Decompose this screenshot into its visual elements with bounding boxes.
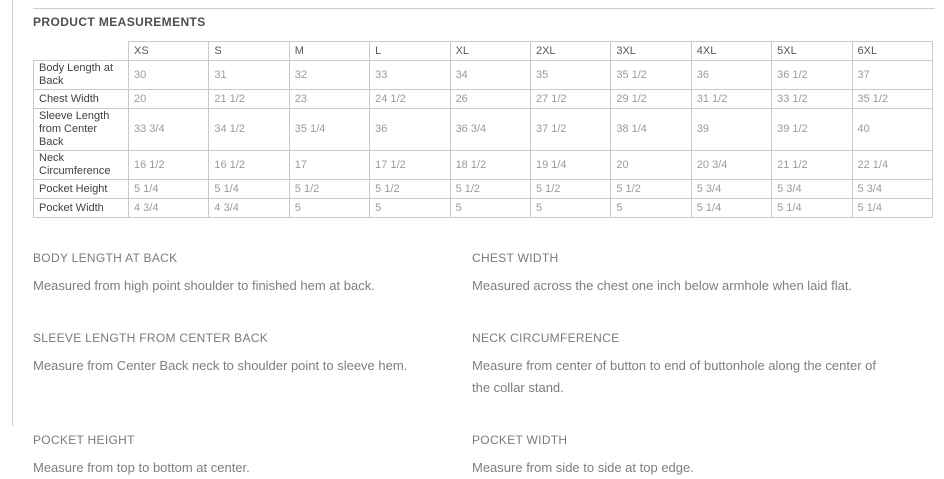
size-header: 2XL [530, 42, 610, 61]
definition-pocket-height [33, 433, 472, 479]
definition-description: Measured across the chest one inch below armhole when laid flat. [472, 278, 853, 293]
measurement-value: 33 3/4 [129, 109, 209, 151]
definition-chest-width [472, 251, 935, 297]
measurement-label: Body Length at Back [34, 61, 129, 90]
measurement-value: 5 1/2 [611, 180, 691, 199]
measurement-value: 5 1/4 [209, 180, 289, 199]
measurement-value: 37 [852, 61, 932, 90]
measurement-value: 5 1/4 [772, 199, 852, 218]
measurement-value: 5 1/4 [129, 180, 209, 199]
definition-neck-circumference [472, 331, 935, 399]
measurement-value: 5 3/4 [772, 180, 852, 199]
measurement-value: 4 3/4 [209, 199, 289, 218]
measurement-value: 5 3/4 [852, 180, 932, 199]
definition-description: Measured from high point shoulder to finished hem at back. [33, 278, 375, 293]
measurement-value: 35 1/2 [852, 90, 932, 109]
measurement-value: 20 3/4 [691, 151, 771, 180]
measurement-value: 34 1/2 [209, 109, 289, 151]
measurement-value: 16 1/2 [129, 151, 209, 180]
definition-heading: SLEEVE LENGTH FROM CENTER BACK [33, 331, 269, 345]
measurement-value: 30 [129, 61, 209, 90]
measurement-value: 5 3/4 [691, 180, 771, 199]
measurement-value: 4 3/4 [129, 199, 209, 218]
measurement-value: 39 [691, 109, 771, 151]
measurement-value: 5 [289, 199, 369, 218]
measurement-value: 26 [450, 90, 530, 109]
size-header-row [34, 42, 933, 61]
measurement-value: 17 1/2 [370, 151, 450, 180]
definition-description: Measure from side to side at top edge. [472, 460, 694, 475]
measurement-value: 40 [852, 109, 932, 151]
measurement-label: Pocket Width [34, 199, 129, 218]
measurement-value: 32 [289, 61, 369, 90]
size-header: 5XL [772, 42, 852, 61]
definition-description: Measure from Center Back neck to shoulder point to sleeve hem. [33, 358, 408, 373]
measurement-value: 39 1/2 [772, 109, 852, 151]
definition-sleeve-length [33, 331, 472, 399]
product-measurements-section [33, 0, 935, 479]
measurement-value: 5 [530, 199, 610, 218]
table-row [34, 61, 933, 90]
measurement-label: Sleeve Length from Center Back [34, 109, 129, 151]
measurement-value: 19 1/4 [530, 151, 610, 180]
section-top-divider [33, 8, 935, 9]
measurement-value: 33 [370, 61, 450, 90]
measurement-value: 31 1/2 [691, 90, 771, 109]
measurement-value: 5 [370, 199, 450, 218]
measurement-value: 5 1/2 [289, 180, 369, 199]
definition-heading: POCKET HEIGHT [33, 433, 135, 447]
size-header: 4XL [691, 42, 771, 61]
measurement-value: 35 1/2 [611, 61, 691, 90]
definition-pocket-width [472, 433, 935, 479]
definition-description: Measure from top to bottom at center. [33, 460, 250, 475]
table-row [34, 151, 933, 180]
measurement-value: 5 [611, 199, 691, 218]
definition-heading: POCKET WIDTH [472, 433, 568, 447]
corner-cell [34, 42, 129, 61]
measurement-value: 16 1/2 [209, 151, 289, 180]
measurement-value: 27 1/2 [530, 90, 610, 109]
definition-description: Measure from center of button to end of buttonhole along the center of the collar stand. [472, 358, 876, 395]
table-row [34, 109, 933, 151]
measurement-label: Chest Width [34, 90, 129, 109]
measurement-value: 5 1/4 [691, 199, 771, 218]
measurement-value: 17 [289, 151, 369, 180]
definition-heading: CHEST WIDTH [472, 251, 559, 265]
measurement-label: Neck Circumference [34, 151, 129, 180]
size-header: XL [450, 42, 530, 61]
measurement-value: 21 1/2 [209, 90, 289, 109]
measurement-value: 23 [289, 90, 369, 109]
measurement-value: 36 3/4 [450, 109, 530, 151]
definition-heading: NECK CIRCUMFERENCE [472, 331, 620, 345]
measurement-value: 33 1/2 [772, 90, 852, 109]
measurement-value: 18 1/2 [450, 151, 530, 180]
size-header: L [370, 42, 450, 61]
measurement-value: 38 1/4 [611, 109, 691, 151]
measurement-value: 36 [370, 109, 450, 151]
size-header: S [209, 42, 289, 61]
measurement-value: 20 [611, 151, 691, 180]
measurement-definitions [33, 251, 935, 479]
size-chart-table [33, 41, 933, 218]
measurement-value: 5 1/2 [450, 180, 530, 199]
page-left-divider [12, 0, 13, 426]
measurement-value: 37 1/2 [530, 109, 610, 151]
measurement-value: 5 [450, 199, 530, 218]
measurement-value: 34 [450, 61, 530, 90]
measurement-value: 5 1/2 [370, 180, 450, 199]
size-header: 6XL [852, 42, 932, 61]
measurement-value: 35 1/4 [289, 109, 369, 151]
size-header: M [289, 42, 369, 61]
table-row [34, 199, 933, 218]
measurement-value: 20 [129, 90, 209, 109]
definition-body-length [33, 251, 472, 297]
table-row [34, 180, 933, 199]
measurement-value: 31 [209, 61, 289, 90]
section-title: PRODUCT MEASUREMENTS [33, 15, 206, 29]
measurement-value: 24 1/2 [370, 90, 450, 109]
measurement-value: 21 1/2 [772, 151, 852, 180]
size-header: 3XL [611, 42, 691, 61]
definition-heading: BODY LENGTH AT BACK [33, 251, 178, 265]
table-row [34, 90, 933, 109]
measurement-value: 36 [691, 61, 771, 90]
measurement-value: 35 [530, 61, 610, 90]
measurement-value: 22 1/4 [852, 151, 932, 180]
measurement-value: 5 1/2 [530, 180, 610, 199]
measurement-value: 36 1/2 [772, 61, 852, 90]
measurement-label: Pocket Height [34, 180, 129, 199]
measurement-value: 29 1/2 [611, 90, 691, 109]
size-header: XS [129, 42, 209, 61]
measurement-value: 5 1/4 [852, 199, 932, 218]
